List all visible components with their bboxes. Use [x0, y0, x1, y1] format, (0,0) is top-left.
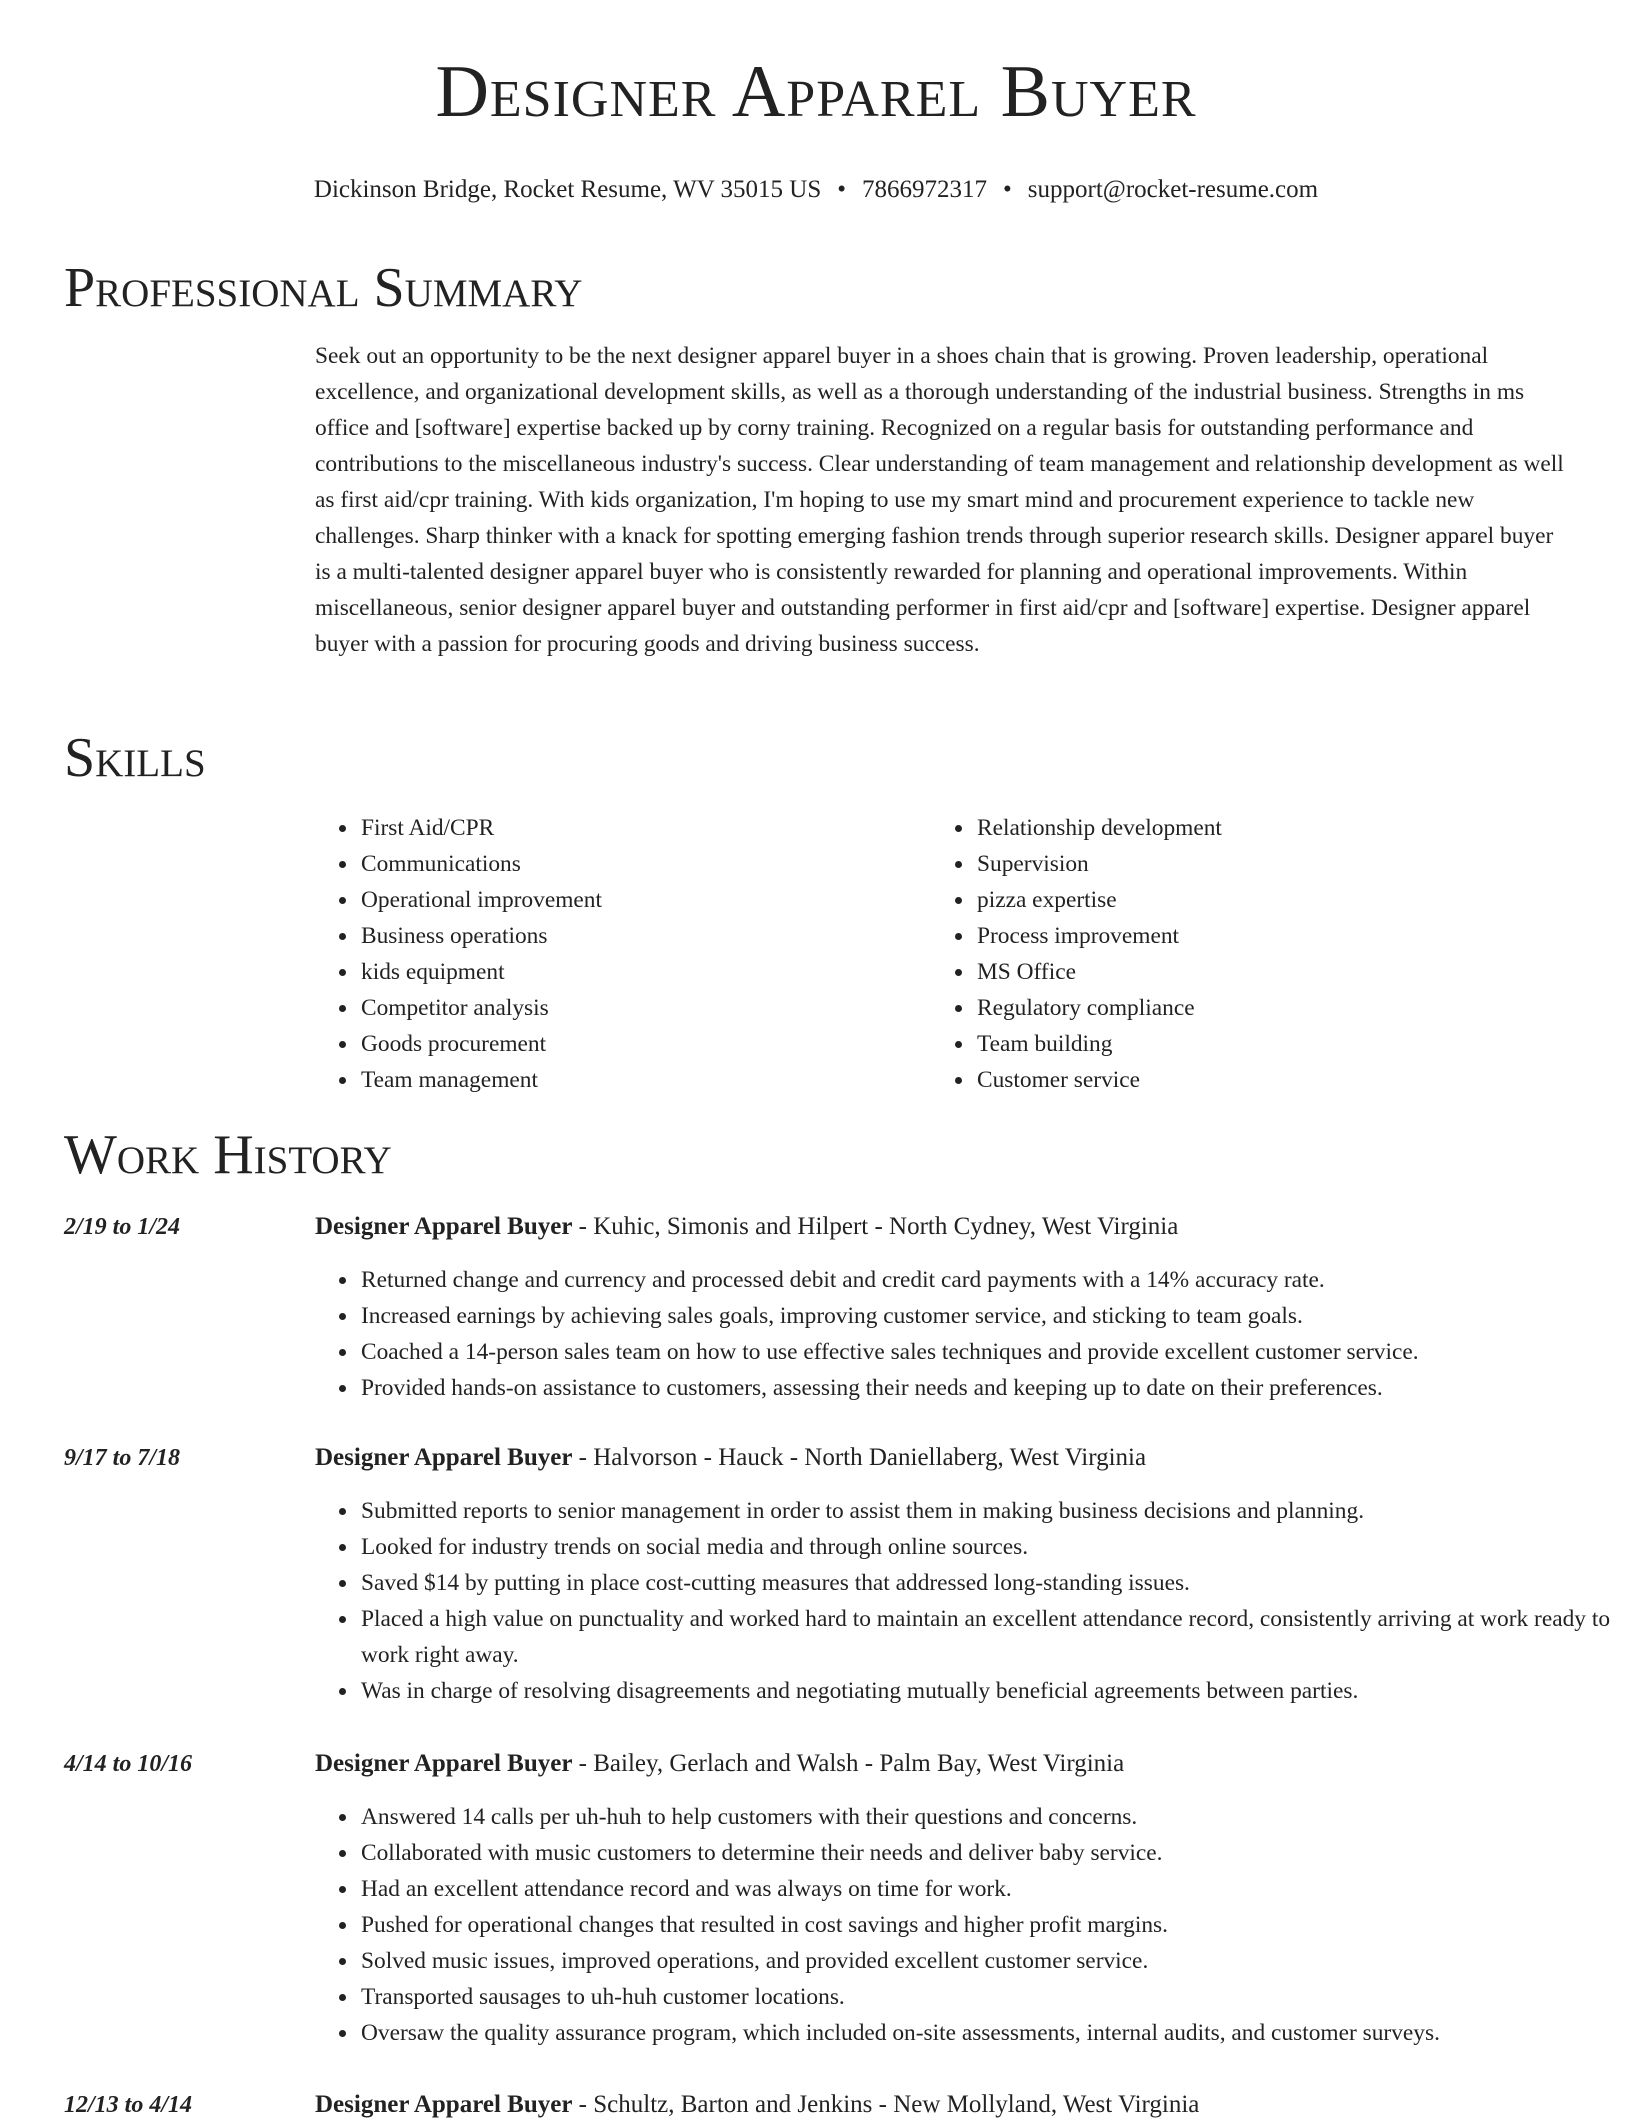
job-bullet: • Answered 14 calls per uh-huh to help customers with their questions and concerns. — [359, 1799, 1614, 1835]
job-bullets — [315, 1493, 1614, 1709]
skill-item: • Communications — [359, 846, 602, 882]
email: support@rocket-resume.com — [1027, 176, 1319, 203]
address: Dickinson Bridge, Rocket Resume, WV 35015 US — [313, 176, 822, 203]
skill-item: • Regulatory compliance — [975, 990, 1222, 1026]
skill-item: • Goods procurement — [359, 1026, 602, 1062]
job-dates: 9/17 to 7/18 — [64, 1445, 181, 1471]
contact-line — [0, 174, 1632, 207]
skill-item: • MS Office — [975, 954, 1222, 990]
skill-item: • Competitor analysis — [359, 990, 602, 1026]
job-dates: 2/19 to 1/24 — [64, 1214, 181, 1240]
separator-dot: • — [837, 176, 847, 203]
skills-section-header — [64, 728, 1568, 788]
job-role: Designer Apparel Buyer — [315, 1213, 573, 1240]
job-employer: - Schultz, Barton and Jenkins - New Mollyland, West Virginia — [572, 2091, 1200, 2118]
job-bullet: • Provided hands-on assistance to customers, assessing their needs and keeping up to date on their preferences. — [359, 1370, 1614, 1406]
job-dates: 4/14 to 10/16 — [64, 1751, 193, 1777]
separator-dot: • — [1003, 176, 1012, 203]
job-employer: - Bailey, Gerlach and Walsh - Palm Bay, West Virginia — [572, 1750, 1125, 1777]
work-section-header — [64, 1125, 1568, 1185]
job-bullet: • Coached a 14-person sales team on how to use effective sales techniques and provide excellent customer service. — [359, 1334, 1614, 1370]
job-bullet: • Was in charge of resolving disagreements and negotiating mutually beneficial agreements between parties. — [359, 1673, 1614, 1709]
work-heading: Work History — [64, 1125, 424, 1185]
job-bullet: • Transported sausages to uh-huh customer locations. — [359, 1979, 1614, 2015]
job-bullet: • Had an excellent attendance record and was always on time for work. — [359, 1871, 1614, 1907]
skill-item: • Team building — [975, 1026, 1222, 1062]
skills-list-right — [931, 810, 1222, 1098]
job-bullet: • Returned change and currency and processed debit and credit card payments with a 14% accuracy rate. — [359, 1262, 1614, 1298]
skill-item: • Operational improvement — [359, 882, 602, 918]
job-bullet: • Saved $14 by putting in place cost-cutting measures that addressed long-standing issues. — [359, 1565, 1614, 1601]
job-dates: 12/13 to 4/14 — [64, 2092, 193, 2118]
job-title-line — [315, 2088, 1199, 2122]
job-title-line — [315, 1441, 1146, 1475]
summary-text: Seek out an opportunity to be the next designer apparel buyer in a shoes chain that is growing. Proven leadership, operational excellence, and organizational development skills, as well as a thorough understanding of the industrial business. Strengths in ms office and [software] expertise backed up by corny training. Recognized on a regular basis for outstanding performance and contributions to the miscellaneous industry's success. Clear understanding of team management and relationship development as well as first aid/cpr training. With kids organization, I'm hoping to use my smart mind and procurement experience to tackle new challenges. Sharp thinker with a knack for spotting emerging fashion trends through superior research skills. Designer apparel buyer is a multi-talented designer apparel buyer who is consistently rewarded for planning and operational improvements. Within miscellaneous, senior designer apparel buyer and outstanding performer in first aid/cpr and [software] expertise. Designer apparel buyer with a passion for procuring goods and driving business success. — [315, 343, 1564, 657]
skill-item: • Relationship development — [975, 810, 1222, 846]
job-bullet: • Placed a high value on punctuality and worked hard to maintain an excellent attendance record, consistently arriving at work ready to work right away. — [359, 1601, 1614, 1673]
phone: 7866972317 — [862, 176, 988, 203]
skill-item: • Process improvement — [975, 918, 1222, 954]
skill-item: • Supervision — [975, 846, 1222, 882]
job-title-line — [315, 1747, 1124, 1781]
job-bullet: • Increased earnings by achieving sales goals, improving customer service, and sticking to team goals. — [359, 1298, 1614, 1334]
job-bullet: • Submitted reports to senior management in order to assist them in making business decisions and planning. — [359, 1493, 1614, 1529]
job-role: Designer Apparel Buyer — [315, 1750, 573, 1777]
section-divider — [64, 759, 1568, 761]
job-bullet: • Pushed for operational changes that resulted in cost savings and higher profit margins. — [359, 1907, 1614, 1943]
summary-section-header — [64, 258, 1568, 318]
job-bullets — [315, 1799, 1614, 2051]
job-role: Designer Apparel Buyer — [315, 2091, 573, 2118]
job-bullet: • Oversaw the quality assurance program, which included on-site assessments, internal audits, and customer surveys. — [359, 2015, 1614, 2051]
skill-item: • Business operations — [359, 918, 602, 954]
job-title-line — [315, 1210, 1178, 1244]
job-role: Designer Apparel Buyer — [315, 1444, 573, 1471]
skill-item: • Customer service — [975, 1062, 1222, 1098]
job-employer: - Kuhic, Simonis and Hilpert - North Cydney, West Virginia — [572, 1213, 1179, 1240]
skills-list-left — [315, 810, 602, 1098]
summary-heading: Professional Summary — [64, 258, 614, 318]
job-employer: - Halvorson - Hauck - North Daniellaberg, West Virginia — [572, 1444, 1147, 1471]
job-bullet: • Solved music issues, improved operations, and provided excellent customer service. — [359, 1943, 1614, 1979]
candidate-name: Designer Apparel Buyer — [435, 51, 1197, 133]
job-bullet: • Collaborated with music customers to determine their needs and deliver baby service. — [359, 1835, 1614, 1871]
job-bullets — [315, 1262, 1614, 1406]
skill-item: • First Aid/CPR — [359, 810, 602, 846]
skills-heading: Skills — [64, 728, 238, 788]
skill-item: • pizza expertise — [975, 882, 1222, 918]
skill-item: • kids equipment — [359, 954, 602, 990]
skill-item: • Team management — [359, 1062, 602, 1098]
job-bullet: • Looked for industry trends on social media and through online sources. — [359, 1529, 1614, 1565]
